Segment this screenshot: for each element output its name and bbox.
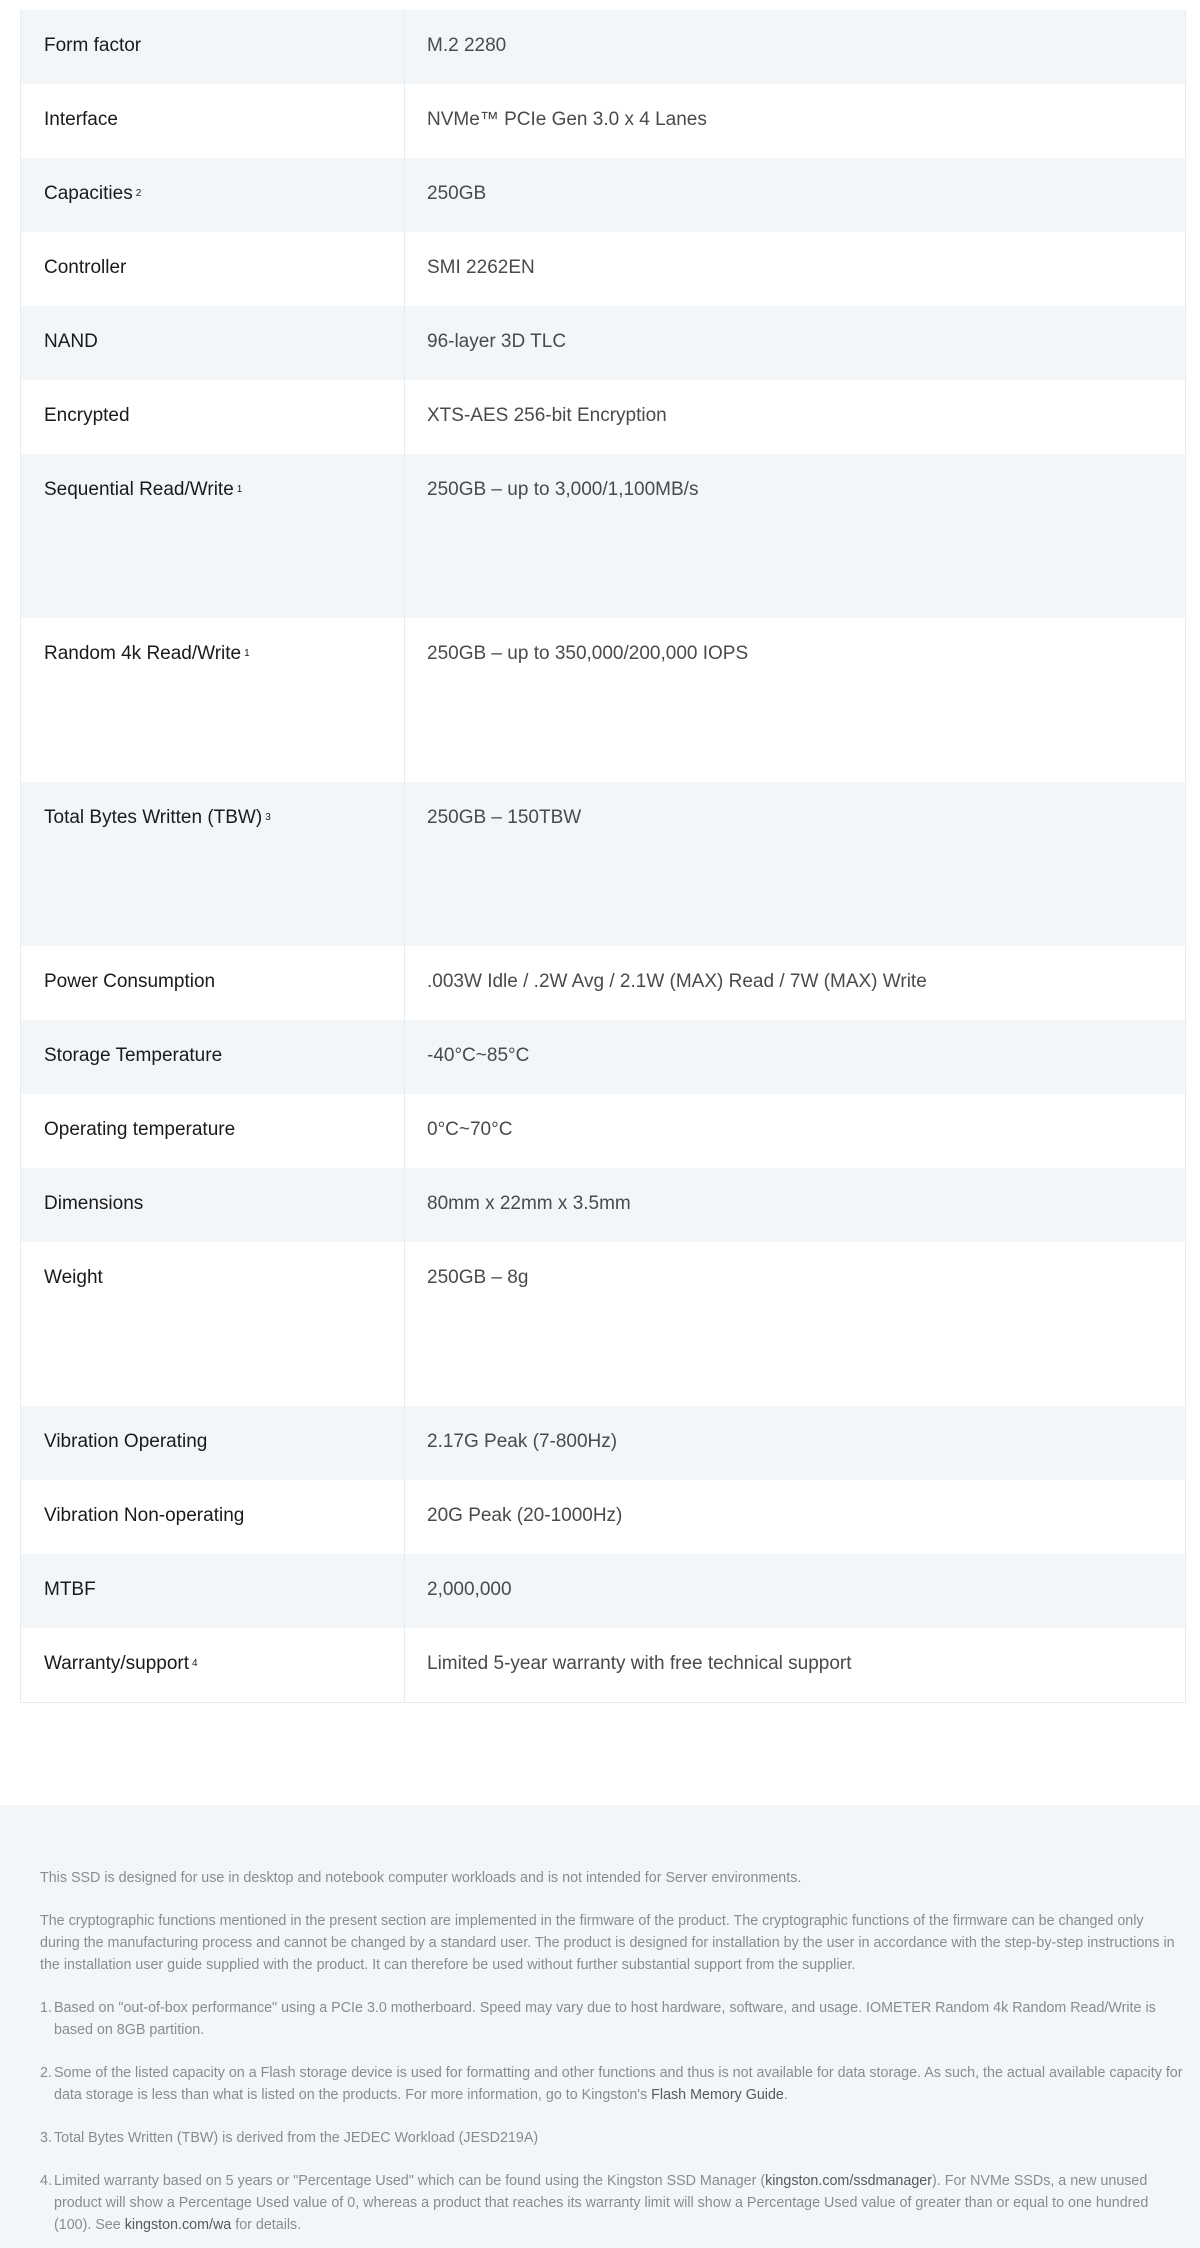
spec-label: Vibration Non-operating	[21, 1480, 405, 1554]
spec-value: .003W Idle / .2W Avg / 2.1W (MAX) Read / 7W (MAX) Write	[427, 971, 927, 992]
footnote-item	[40, 1997, 1186, 2041]
spec-value: 0°C~70°C	[427, 1119, 513, 1140]
spec-row	[21, 1094, 1185, 1168]
footnote-item	[40, 2127, 1186, 2149]
footnote-text: Some of the listed capacity on a Flash storage device is used for formatting and other functions and thus is not available for data storage. As such, the actual available capacity for data storage is less than what is listed on the products. For more information, go to Kingston's	[54, 2065, 1183, 2103]
spec-label: Power Consumption	[21, 946, 405, 1020]
spec-label: Storage Temperature	[21, 1020, 405, 1094]
footnote-ref: 4	[192, 1658, 198, 1669]
spec-label: Form factor	[21, 10, 405, 84]
spec-row	[21, 1168, 1185, 1242]
usage-disclaimer: This SSD is designed for use in desktop and notebook computer workloads and is not intended for Server environments.	[40, 1870, 802, 1886]
spec-value: Limited 5-year warranty with free technical support	[427, 1653, 852, 1674]
spec-value: XTS-AES 256-bit Encryption	[427, 405, 667, 426]
spec-row	[21, 232, 1185, 306]
spec-label: Encrypted	[21, 380, 405, 454]
spec-row	[21, 946, 1185, 1020]
footnote-ref: 1	[236, 484, 243, 495]
spec-value: -40°C~85°C	[427, 1045, 530, 1066]
footnote-list	[40, 1997, 1186, 2236]
flash-memory-guide-link[interactable]: Flash Memory Guide	[651, 2087, 784, 2103]
spec-row	[21, 782, 1185, 946]
spec-row	[21, 84, 1185, 158]
spec-label: Dimensions	[21, 1168, 405, 1242]
spec-label: Vibration Operating	[21, 1406, 405, 1480]
footnote-number: 1.	[40, 2000, 52, 2016]
footnote-number: 3.	[40, 2130, 52, 2146]
spec-value: 96-layer 3D TLC	[427, 331, 567, 352]
warranty-link[interactable]: kingston.com/wa	[124, 2217, 232, 2233]
spec-label: Random 4k Read/Write $^1$	[21, 618, 405, 782]
footnote-text: Based on "out-of-box performance" using a PCIe 3.0 motherboard. Speed may vary due to host hardware, software, and usage. IOMETER Random 4k Random Read/Write is based on 8GB partition.	[54, 2000, 1156, 2038]
ssd-manager-link[interactable]: kingston.com/ssdmanager	[765, 2173, 932, 2189]
spec-row	[21, 306, 1185, 380]
spec-row	[21, 1628, 1185, 1702]
spec-row	[21, 618, 1185, 782]
spec-value: 2,000,000	[427, 1579, 512, 1600]
spec-value: 20G Peak (20-1000Hz)	[427, 1505, 623, 1526]
spec-row	[21, 454, 1185, 618]
footnote-number: 4.	[40, 2173, 52, 2189]
spec-value: NVMe™ PCIe Gen 3.0 x 4 Lanes	[427, 109, 707, 130]
spec-value: 250GB – up to 3,000/1,100MB/s	[427, 479, 699, 500]
footnote-ref: 3	[265, 812, 271, 823]
spec-value: 250GB – 8g	[427, 1267, 529, 1288]
spec-label: Total Bytes Written (TBW) $^3$	[21, 782, 405, 946]
spec-value: 250GB	[427, 183, 487, 204]
spec-label: Interface	[21, 84, 405, 158]
footnote-item: 2. Some of the listed capacity on a Flash storage device is used for formatting and other functions and thus is not available for data storage. As such, the actual available capacity for data storage is less than what is listed on the products. For more information, go to Kingston's Flash Memory Guide.	[40, 2062, 1186, 2106]
footnote-text: Total Bytes Written (TBW) is derived from the JEDEC Workload (JESD219A)	[54, 2130, 539, 2146]
spec-label: Capacities $^2$	[21, 158, 405, 232]
spec-row	[21, 1242, 1185, 1406]
spec-row	[21, 10, 1185, 84]
spec-value: M.2 2280	[427, 35, 507, 56]
spec-value: 2.17G Peak (7-800Hz)	[427, 1431, 618, 1452]
spec-row	[21, 1020, 1185, 1094]
footnotes-section	[0, 1805, 1200, 2248]
specifications-table	[20, 10, 1186, 1703]
spec-label: Sequential Read/Write $^1$	[21, 454, 405, 618]
spec-label: MTBF	[21, 1554, 405, 1628]
footnote-ref: 2	[135, 188, 142, 199]
spec-label: Controller	[21, 232, 405, 306]
spec-label: Warranty/support $^4$	[21, 1628, 405, 1702]
spec-row	[21, 380, 1185, 454]
spec-value: SMI 2262EN	[427, 257, 535, 278]
spec-value: 250GB – up to 350,000/200,000 IOPS	[427, 643, 749, 664]
spec-label: Operating temperature	[21, 1094, 405, 1168]
footnote-number: 2.	[40, 2065, 52, 2081]
spec-value: 80mm x 22mm x 3.5mm	[427, 1193, 631, 1214]
spec-row	[21, 1480, 1185, 1554]
footnote-ref: 1	[244, 648, 250, 659]
spec-label: NAND	[21, 306, 405, 380]
footnote-text: Limited warranty based on 5 years or "Percentage Used" which can be found using the Kingston SSD Manager (	[54, 2173, 766, 2189]
crypto-disclaimer: The cryptographic functions mentioned in the present section are implemented in the firmware of the product. The cryptographic functions of the firmware can be changed only during the manufacturing process and cannot be changed by a standard user. The product is designed for installation by the user in accordance with the step-by-step instructions in the installation user guide supplied with the product. It can therefore be used without further substantial support from the supplier.	[40, 1913, 1175, 1973]
footnote-item: 4. Limited warranty based on 5 years or "Percentage Used" which can be found using the Kingston SSD Manager (kingston.com/ssdmanager). For NVMe SSDs, a new unused product will show a Percentage Used value of 0, whereas a product that reaches its warranty limit will show a Percentage Used value of greater than or equal to one hundred (100). See kingston.com/wa for details.	[40, 2170, 1186, 2236]
spec-row	[21, 158, 1185, 232]
spec-label: Weight	[21, 1242, 405, 1406]
spec-value: 250GB – 150TBW	[427, 807, 582, 828]
spec-row	[21, 1554, 1185, 1628]
spec-row	[21, 1406, 1185, 1480]
